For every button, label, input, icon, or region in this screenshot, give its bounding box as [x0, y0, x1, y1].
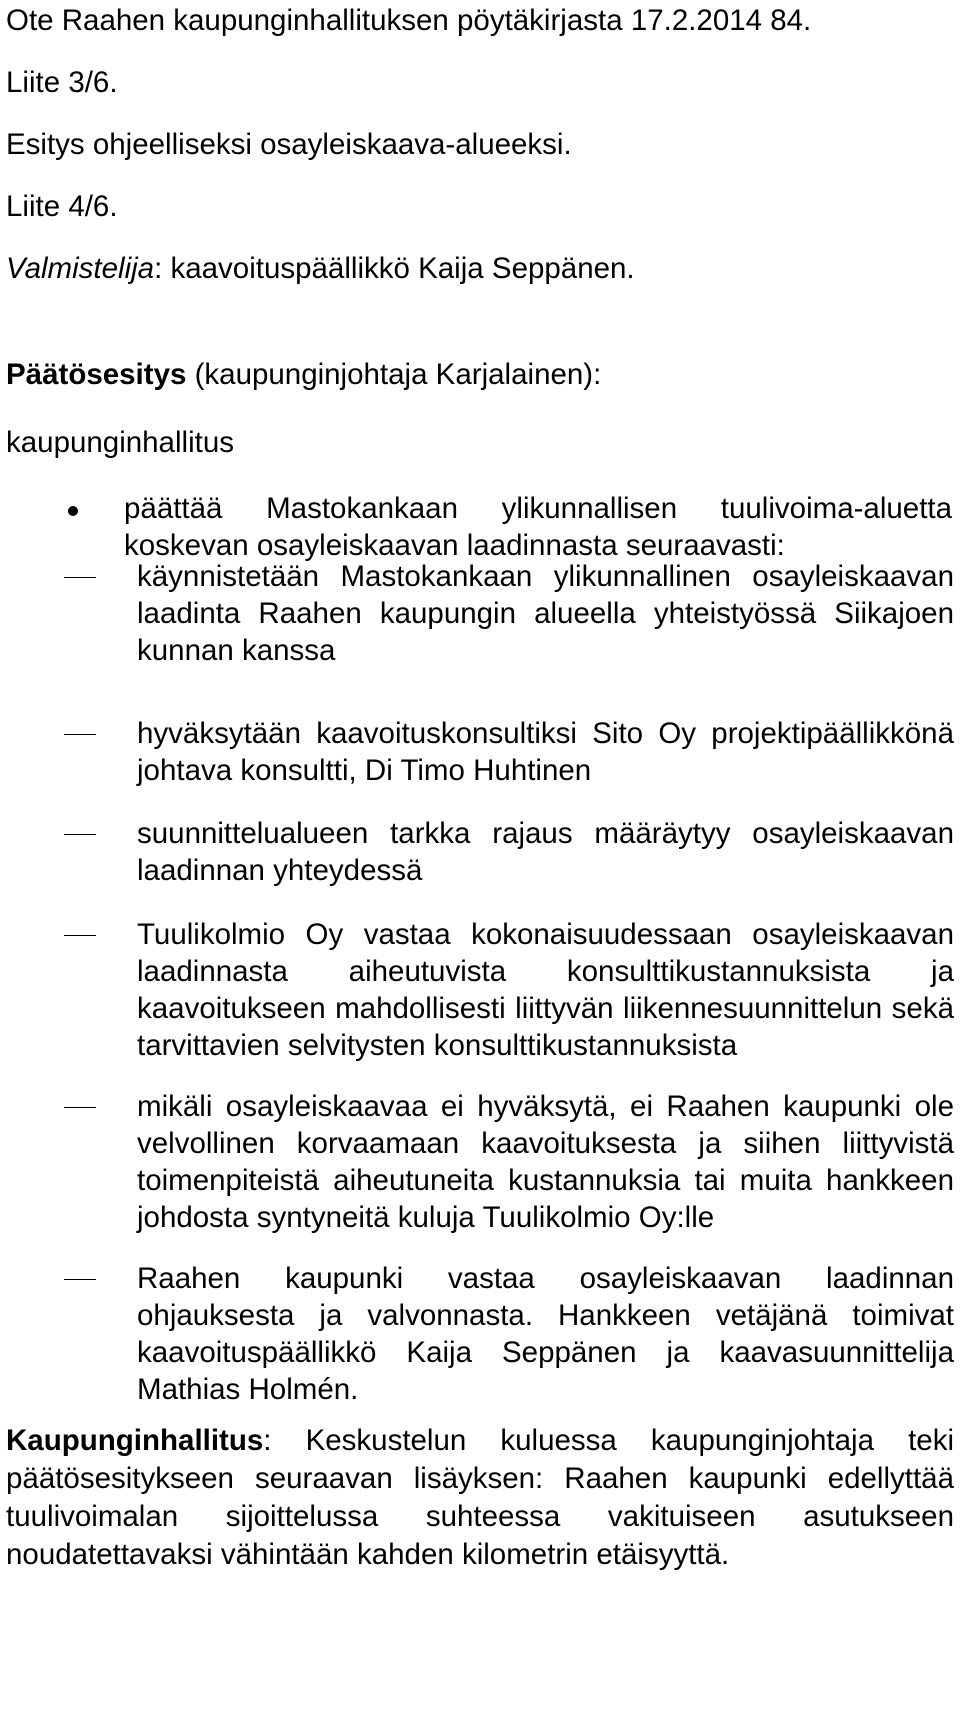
preparer-line [6, 250, 635, 287]
decision-proposal-heading [6, 356, 601, 393]
decision-label: Kaupunginhallitus [6, 1424, 264, 1457]
list-item: mikäli osayleiskaavaa ei hyväksytä, ei Raahen kaupunki ole velvollinen korvaamaan kaavoituksesta ja siihen liittyvistä toimenpiteistä aiheutuneita kustannuksia tai muita hankkeen johdosta syntyneitä kuluja Tuulikolmio Oy:lle [137, 1090, 954, 1234]
dash-icon [64, 935, 96, 936]
dash-icon [64, 834, 96, 835]
list-item: suunnittelualueen tarkka rajaus määräytyy osayleiskaavan laadinnan yhteydessä [137, 817, 954, 887]
list-item: Raahen kaupunki vastaa osayleiskaavan laadinnan ohjauksesta ja valvonnasta. Hankkeen vetäjänä toimivat kaavoituspäällikkö Kaija Seppänen ja kaavasuunnittelija Mathias Holmén. [137, 1262, 954, 1406]
decision-text: : Keskustelun kuluessa kaupunginjohtaja teki päätösesitykseen seuraavan lisäyksen: Raahen kaupunki edellyttää tuulivoimalan sijoittelussa suhteessa vakituiseen asutukseen noudatettavaksi vähintään kahden kilometrin etäisyyttä. [6, 1424, 954, 1571]
board-name: kaupunginhallitus [6, 426, 234, 459]
attachment-4: Liite 4/6. [6, 190, 118, 223]
bullet-icon [68, 506, 78, 516]
dash-icon [64, 1107, 96, 1108]
document-header: Ote Raahen kaupunginhallituksen pöytäkirjasta 17.2.2014 84. [6, 4, 812, 37]
list-item: hyväksytään kaavoituskonsultiksi Sito Oy projektipäällikkönä johtava konsultti, Di Timo Huhtinen [137, 717, 954, 787]
bullet-paragraph: päättää Mastokankaan ylikunnallisen tuulivoima-aluetta koskevan osayleiskaavan laadinnasta seuraavasti: [124, 492, 952, 562]
preparer-label: Valmistelija [6, 252, 155, 285]
proposal-heading-rest: (kaupunginjohtaja Karjalainen): [186, 358, 602, 391]
proposal-description: Esitys ohjeelliseksi osayleiskaava-alueeksi. [6, 128, 572, 161]
dash-icon [64, 577, 96, 578]
preparer-value: : kaavoituspäällikkö Kaija Seppänen. [154, 252, 635, 285]
list-item: käynnistetään Mastokankaan ylikunnallinen osayleiskaavan laadinta Raahen kaupungin alueella yhteistyössä Siikajoen kunnan kanssa [137, 560, 954, 667]
list-item: Tuulikolmio Oy vastaa kokonaisuudessaan osayleiskaavan laadinnasta aiheutuvista konsulttikustannuksista ja kaavoitukseen mahdollisesti liittyvän liikennesuunnittelun sekä tarvittavien selvitysten konsulttikustannuksista [137, 918, 954, 1062]
board-decision-paragraph [6, 1422, 954, 1574]
dash-icon [64, 734, 96, 735]
dash-icon [64, 1279, 96, 1280]
proposal-heading-bold: Päätösesitys [6, 358, 187, 391]
attachment-3: Liite 3/6. [6, 66, 118, 99]
